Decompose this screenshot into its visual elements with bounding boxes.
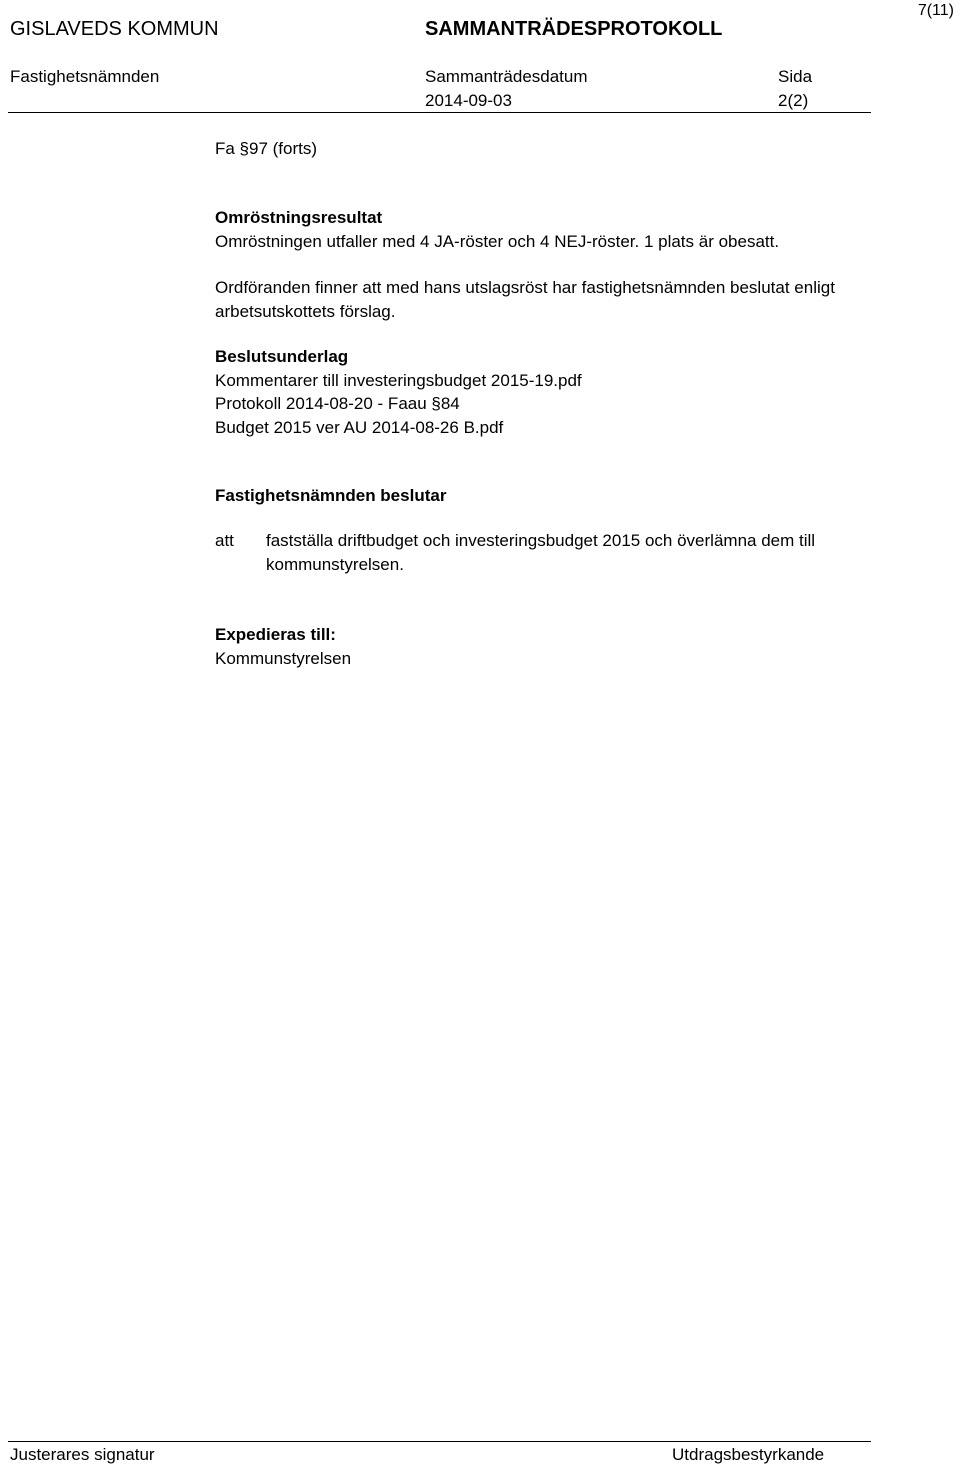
decision-text: fastställa driftbudget och investeringsbudget 2015 och överlämna dem till kommunstyrelsen. [266,531,816,574]
decision-basis-section [215,345,582,439]
vote-result-section [215,206,855,323]
dispatch-heading: Expedieras till: [215,625,336,644]
page-counter: 7(11) [917,2,954,19]
document-type-title: SAMMANTRÄDESPROTOKOLL [425,18,723,40]
decision-basis-item: Budget 2015 ver AU 2014-08-26 B.pdf [215,417,504,437]
paragraph-reference: Fa §97 (forts) [215,139,318,158]
vote-result-heading: Omröstningsresultat [215,208,383,227]
organization-name: GISLAVEDS KOMMUN [10,18,219,40]
vote-result-line: Omröstningen utfaller med 4 JA-röster och 4 NEJ-röster. 1 plats är obesatt. [215,231,780,251]
dispatch-section [215,623,351,670]
meeting-date-value: 2014-09-03 [425,91,512,110]
decision-basis-heading: Beslutsunderlag [215,347,349,366]
signature-label: Justerares signatur [10,1445,155,1464]
page-value: 2(2) [778,91,809,110]
header-divider [8,112,871,113]
certification-label: Utdragsbestyrkande [672,1445,825,1464]
decision-heading: Fastighetsnämnden beslutar [215,486,447,505]
footer-divider [8,1441,871,1442]
meeting-date-label: Sammanträdesdatum [425,67,588,86]
committee-name: Fastighetsnämnden [10,67,160,86]
decision-prefix: att [215,531,234,550]
page-label: Sida [778,67,813,86]
chair-decision-text: Ordföranden finner att med hans utslagsröst har fastighetsnämnden beslutat enligt arbetsutskottets förslag. [215,278,835,321]
decision-basis-item: Kommentarer till investeringsbudget 2015-19.pdf [215,370,582,390]
decision-basis-item: Protokoll 2014-08-20 - Faau §84 [215,394,460,413]
dispatch-recipient: Kommunstyrelsen [215,648,352,668]
